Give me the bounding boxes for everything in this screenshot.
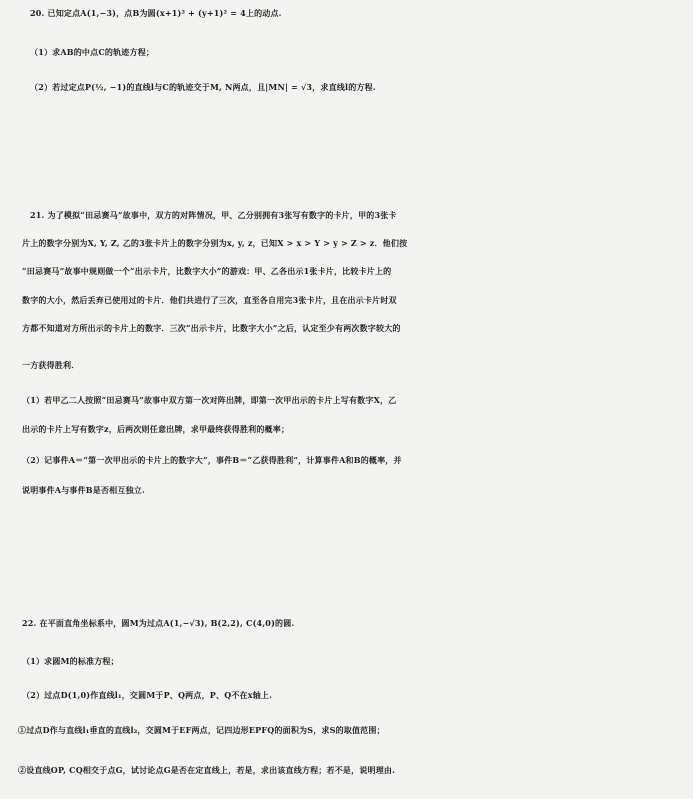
q21-part2-line2: 说明事件A与事件B是否相互独立.	[22, 485, 145, 495]
q21-line5: 方都不知道对方所出示的卡片上的数字．三次“出示卡片，比数字大小”之后，认定至少有两次数字较大的	[22, 323, 401, 333]
q22-part2: （2）过点D(1,0)作直线l₁，交圆M于P、Q两点，P、Q不在x轴上.	[22, 690, 273, 700]
q20-part1: （1）求AB的中点C的轨迹方程；	[30, 47, 155, 57]
q20-stem: 20. 已知定点A(1,−3)，点B为圆(x+1)² + (y+1)² = 4上的动点.	[30, 8, 282, 18]
q22-sub2: ②设直线OP, CQ相交于点G，试讨论点G是否在定直线上，若是，求出该直线方程；若不是，说明理由.	[18, 765, 396, 775]
q21-line4: 数字的大小，然后丢弃已使用过的卡片．他们共进行了三次，直至各自用完3张卡片，且在出示卡片时双	[22, 295, 397, 305]
q21-part1-line1: （1）若甲乙二人按照“田忌赛马”故事中双方第一次对阵出牌，即第一次甲出示的卡片上写有数字X，乙	[22, 395, 397, 405]
q21-line3: “田忌赛马”故事中规则做一个“出示卡片，比数字大小”的游戏：甲、乙各出示1张卡片，比较卡片上的	[22, 266, 392, 276]
q20-part2: （2）若过定点P(½, −1)的直线l与C的轨迹交于M, N两点，且|MN| = √3，求直线l的方程.	[30, 82, 376, 92]
q21-part1-line2: 出示的卡片上写有数字z，后两次则任意出牌，求甲最终获得胜利的概率；	[22, 424, 290, 434]
q21-line6: 一方获得胜利．	[22, 360, 80, 370]
q22-sub1: ①过点D作与直线l₁垂直的直线l₂，交圆M于EF两点，记四边形EPFQ的面积为S，求S的取值范围；	[18, 725, 385, 735]
q21-part2-line1: （2）记事件A＝“第一次甲出示的卡片上的数字大”，事件B＝“乙获得胜利”，计算事件A和B的概率，并	[22, 455, 402, 465]
q22-part1: （1）求圆M的标准方程；	[22, 656, 119, 666]
q21-line1: 21. 为了模拟“田忌赛马”故事中，双方的对阵情况，甲、乙分别拥有3张写有数字的卡片，甲的3张卡	[30, 210, 397, 220]
q21-line2: 片上的数字分别为X, Y, Z, 乙的3张卡片上的数字分别为x, y, z，已知X > x > Y > y > Z > z．他们按	[22, 238, 408, 248]
q22-stem: 22. 在平面直角坐标系中，圆M为过点A(1,−√3), B(2,2), C(4,0)的圆.	[22, 618, 295, 628]
